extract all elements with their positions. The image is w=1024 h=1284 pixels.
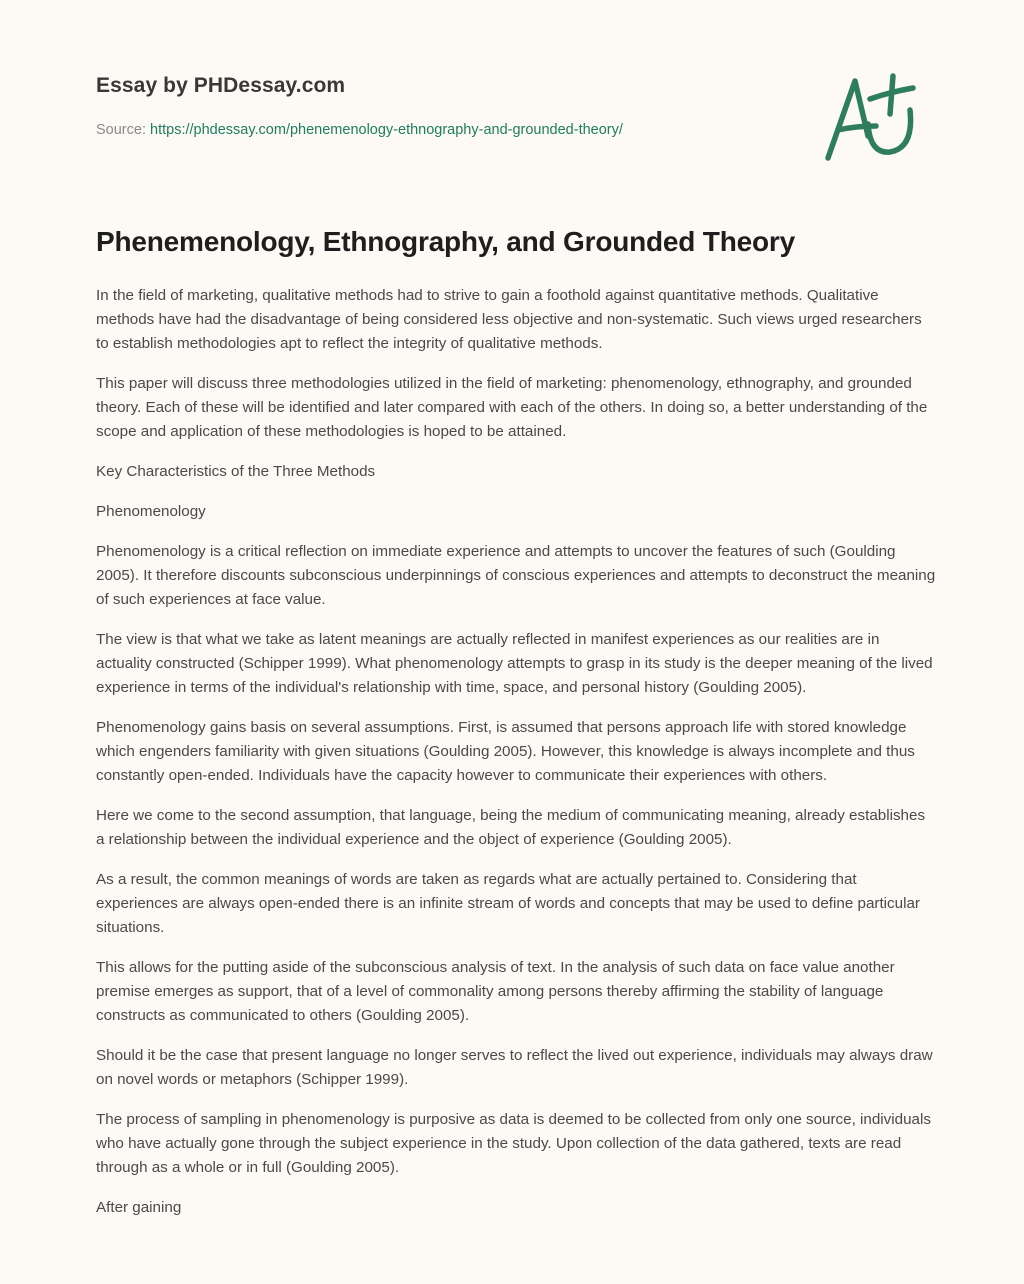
page-header <box>96 74 623 138</box>
paragraph: In the field of marketing, qualitative methods had to strive to gain a foothold against quantitative methods. Qualitative methods have had the disadvantage of being considered less objective and non-systematic. Such views urged researchers to establish methodologies apt to reflect the integrity of qualitative methods. <box>96 287 922 352</box>
source-link[interactable]: https://phdessay.com/phenemenology-ethnography-and-grounded-theory/ <box>150 122 623 138</box>
paragraph: Should it be the case that present language no longer serves to reflect the lived out experience, individuals may always draw on novel words or metaphors (Schipper 1999). <box>96 1047 933 1088</box>
paragraph: Phenomenology gains basis on several assumptions. First, is assumed that persons approach life with stored knowledge which engenders familiarity with given situations (Goulding 2005). However, this knowledge is always incomplete and thus constantly open-ended. Individuals have the capacity however to communicate their experiences with others. <box>96 719 915 784</box>
paragraph: The process of sampling in phenomenology is purposive as data is deemed to be collected from only one source, individuals who have actually gone through the subject experience in the study. Upon collection of the data gathered, texts are read through as a whole or in full (Goulding 2005). <box>96 1111 931 1176</box>
source-label: Source: <box>96 122 146 138</box>
paragraph-truncated: After gaining <box>96 1199 182 1216</box>
paragraph: Here we come to the second assumption, that language, being the medium of communicating meaning, already establishes a relationship between the individual experience and the object of experience (Goulding 2005). <box>96 807 926 848</box>
paragraph: As a result, the common meanings of words are taken as regards what are actually pertained to. Considering that experiences are always open-ended there is an infinite stream of words and concepts that may be used to define particular situations. <box>96 871 920 936</box>
article-body <box>96 284 936 1236</box>
source-line <box>96 122 623 138</box>
subsection-heading: Phenomenology <box>96 503 206 520</box>
article-title: Phenemenology, Ethnography, and Grounded Theory <box>96 226 795 257</box>
paragraph: The view is that what we take as latent meanings are actually reflected in manifest experiences as our realities are in actuality constructed (Schipper 1999). What phenomenology attempts to grasp in its study is the deeper meaning of the lived experience in terms of the individual's relationship with time, space, and personal history (Goulding 2005). <box>96 631 933 696</box>
site-brand: Essay by PHDessay.com <box>96 74 346 97</box>
paragraph: This allows for the putting aside of the subconscious analysis of text. In the analysis of such data on face value another premise emerges as support, that of a level of commonality among persons thereby affirming the stability of language constructs as communicated to others (Goulding 2005). <box>96 959 895 1024</box>
section-heading: Key Characteristics of the Three Methods <box>96 463 376 480</box>
paragraph: Phenomenology is a critical reflection on immediate experience and attempts to uncover the features of such (Goulding 2005). It therefore discounts subconscious underpinnings of conscious experiences and attempts to deconstruct the meaning of such experiences at face value. <box>96 543 936 608</box>
paragraph: This paper will discuss three methodologies utilized in the field of marketing: phenomenology, ethnography, and grounded theory. Each of these will be identified and later compared with each of the others. In doing so, a better understanding of the scope and application of these methodologies is hoped to be attained. <box>96 375 928 440</box>
a-plus-grade-icon <box>818 66 928 166</box>
